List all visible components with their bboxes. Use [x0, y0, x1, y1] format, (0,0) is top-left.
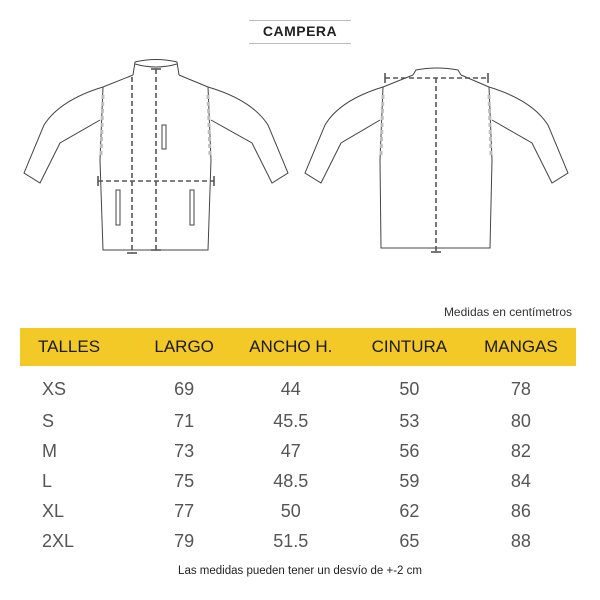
cell-largo: 79	[174, 530, 195, 551]
cell-largo: 71	[174, 410, 195, 431]
cell-mangas: 88	[510, 530, 531, 551]
table-header-row	[20, 328, 576, 366]
cell-mangas: 80	[510, 410, 531, 431]
cell-mangas: 82	[510, 440, 531, 461]
cell-largo: 77	[174, 500, 195, 521]
cell-ancho: 48.5	[273, 470, 309, 491]
table-row	[20, 496, 576, 526]
page-title: CAMPERA	[249, 20, 351, 44]
cell-cintura: 56	[399, 440, 420, 461]
jacket-front-icon	[24, 60, 288, 254]
size-table	[20, 328, 576, 556]
cell-mangas: 78	[510, 378, 531, 399]
cell-size: L	[42, 470, 53, 491]
table-row	[20, 526, 576, 556]
cell-largo: 73	[174, 440, 195, 461]
cell-size: M	[42, 440, 57, 461]
header-cintura: CINTURA	[353, 328, 466, 366]
cell-largo: 75	[174, 470, 195, 491]
unit-note: Medidas en centímetros	[443, 305, 572, 319]
cell-largo: 69	[174, 378, 195, 399]
jacket-illustrations	[0, 55, 600, 270]
cell-cintura: 62	[399, 500, 420, 521]
jacket-back-icon	[305, 68, 568, 252]
cell-ancho: 47	[280, 440, 301, 461]
cell-size: XL	[42, 500, 65, 521]
cell-ancho: 44	[280, 378, 301, 399]
header-mangas: MANGAS	[466, 328, 576, 366]
cell-cintura: 65	[399, 530, 420, 551]
cell-size: 2XL	[42, 530, 75, 551]
header-largo: LARGO	[140, 328, 229, 366]
header-talles: TALLES	[20, 328, 140, 366]
table-row	[20, 466, 576, 496]
table-row	[20, 436, 576, 466]
table-row	[20, 406, 576, 436]
cell-mangas: 86	[510, 500, 531, 521]
cell-size: S	[42, 410, 55, 431]
title-container	[0, 20, 600, 44]
cell-cintura: 59	[399, 470, 420, 491]
cell-mangas: 84	[510, 470, 531, 491]
cell-cintura: 53	[399, 410, 420, 431]
cell-cintura: 50	[399, 378, 420, 399]
cell-ancho: 45.5	[273, 410, 309, 431]
table-row	[20, 366, 576, 406]
cell-size: XS	[42, 378, 67, 399]
header-ancho: ANCHO H.	[229, 328, 353, 366]
footnote: Las medidas pueden tener un desvío de +-2 cm	[178, 565, 422, 577]
cell-ancho: 50	[280, 500, 301, 521]
cell-ancho: 51.5	[273, 530, 309, 551]
